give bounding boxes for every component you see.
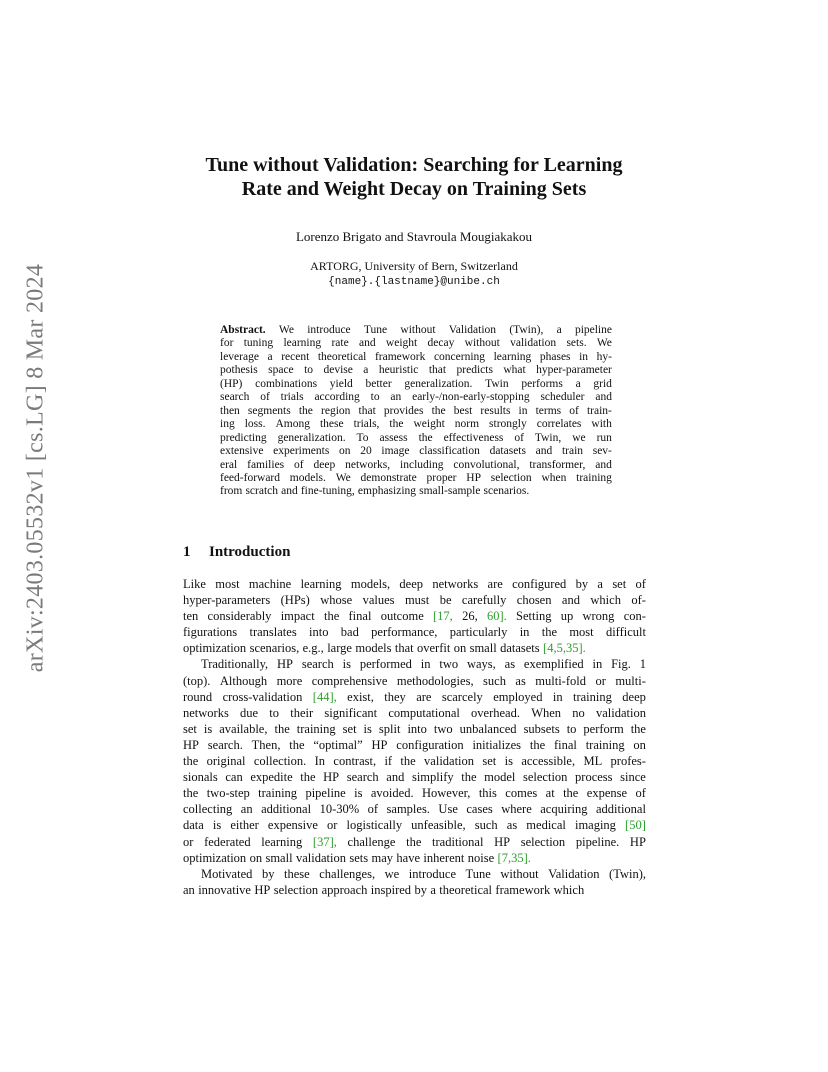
abstract-line: (HP) combinations yield better generalization. Twin performs a grid: [220, 377, 612, 390]
body-line: round cross-validation [44], exist, they are scarcely employed in training deep: [183, 689, 646, 704]
section-title: Introduction: [209, 544, 291, 560]
abstract-line: then segments the region that provides the best results in terms of train-: [220, 404, 612, 417]
section-heading: [183, 544, 290, 561]
body-line: data is either expensive or logistically unfeasible, such as medical imaging [50]: [183, 818, 646, 833]
title-line: Tune without Validation: Searching for Learning: [205, 154, 623, 176]
affiliation-block: [150, 258, 678, 290]
body-line: the two-step training pipeline is avoided. However, this comes at the expense of: [183, 786, 646, 801]
authors: Lorenzo Brigato and Stavroula Mougiakakou: [295, 229, 533, 244]
abstract-line: Abstract. We introduce Tune without Validation (Twin), a pipeline: [220, 324, 612, 336]
email: {name}.{lastname}@unibe.ch: [328, 276, 500, 288]
body-line: an innovative HP selection approach inspired by a theoretical framework which: [183, 882, 585, 897]
body-text: [183, 576, 646, 898]
body-line: the original collection. In contrast, if the validation set is accessible, ML profes-: [183, 754, 646, 769]
abstract-line: feed-forward models. We demonstrate proper HP selection when training: [220, 471, 612, 484]
abstract-line: for tuning learning rate and weight decay without validation sets. We: [220, 337, 612, 350]
body-line: sionals can expedite the HP search and simplify the model selection process since: [183, 770, 646, 785]
body-line: set is available, the training set is split into two unbalanced subsets to perform the: [183, 721, 646, 736]
body-line: Like most machine learning models, deep networks are configured by a set of: [183, 577, 646, 591]
body-line: HP search. Then, the “optimal” HP configuration initializes the final training on: [183, 737, 646, 752]
body-line: optimization scenarios, e.g., large models that overfit on small datasets [4,5,35].: [183, 641, 586, 656]
abstract-line: leverage a recent theoretical framework concerning learning phases in hy-: [220, 350, 612, 363]
body-line: figurations translates into bad performance, particularly in the most difficult: [183, 625, 646, 640]
body-line: (top). Although more comprehensive methodologies, such as multi-fold or multi-: [183, 673, 646, 688]
arxiv-stamp: [0, 0, 60, 1072]
body-line: ten considerably impact the final outcome [17, 26, 60]. Setting up wrong con-: [183, 609, 646, 624]
paper-title: [150, 153, 678, 201]
body-line: networks due to their significant computational overhead. When no validation: [183, 705, 646, 720]
body-line: or federated learning [37], challenge the traditional HP selection pipeline. HP: [183, 834, 646, 849]
abstract-line: search of trials according to an early-/non-early-stopping scheduler and: [220, 391, 612, 404]
abstract-line: predicting generalization. To assess the effectiveness of Twin, we run: [220, 431, 612, 444]
abstract: [220, 324, 612, 499]
abstract-line: pothesis space to devise a heuristic that predicts what hyper-parameter: [220, 364, 612, 377]
body-line: Motivated by these challenges, we introduce Tune without Validation (Twin),: [201, 866, 646, 881]
section-number: 1: [183, 544, 191, 560]
body-line: Traditionally, HP search is performed in two ways, as exemplified in Fig. 1: [201, 657, 646, 672]
body-line: collecting an additional 10-30% of samples. Use cases where acquiring additional: [183, 802, 646, 817]
arxiv-identifier: arXiv:2403.05532v1 [cs.LG] 8 Mar 2024: [22, 263, 49, 673]
abstract-line: eral families of deep networks, including convolutional, transformer, and: [220, 458, 612, 471]
affiliation: ARTORG, University of Bern, Switzerland: [310, 259, 518, 273]
body-line: hyper-parameters (HPs) whose values must be carefully chosen and which of-: [183, 593, 646, 608]
abstract-line: extensive experiments on 20 image classification datasets and train sev-: [220, 445, 612, 458]
body-line: optimization on small validation sets may have inherent noise [7,35].: [183, 850, 531, 865]
abstract-line: from scratch and fine-tuning, emphasizing small-sample scenarios.: [220, 485, 530, 498]
title-line: Rate and Weight Decay on Training Sets: [241, 178, 587, 200]
abstract-line: ing loss. Among these trials, the weight norm strongly correlates with: [220, 418, 612, 431]
